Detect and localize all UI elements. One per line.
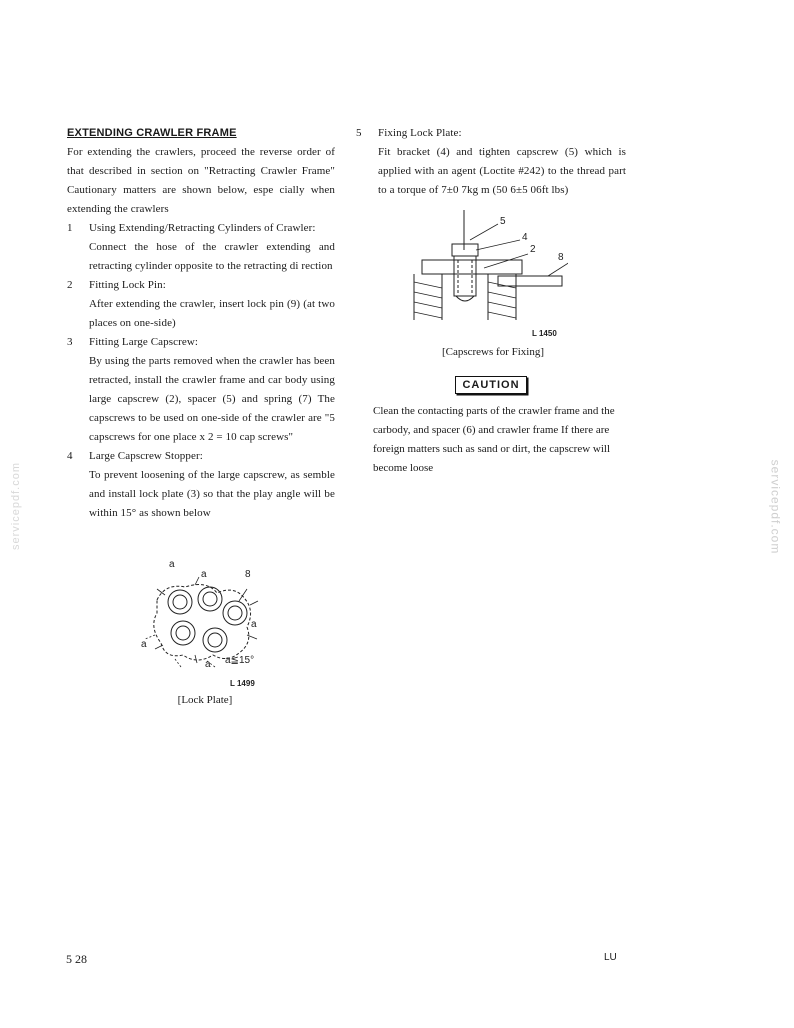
step-body: To prevent loosening of the large capscrew, as semble and install lock plate (3) so that the play angle will be within 15° as shown below [89, 469, 335, 519]
watermark-left: servicepdf.com [9, 462, 22, 550]
intro-paragraph: For extending the crawlers, proceed the reverse order of that described in section on "Retracting Crawler Frame" Cautionary matters are shown below, espe cially when extending the crawlers [67, 146, 335, 215]
label-a: a [205, 659, 211, 670]
step-title: Large Capscrew Stopper: [89, 450, 203, 462]
step-1 [67, 219, 335, 276]
step-number: 1 [67, 222, 73, 234]
step-body: By using the parts removed when the crawler has been retracted, install the crawler frame and car body using large capscrew (2), spacer (5) and spring (7) The capscrews to be used on one-side of the crawler are "5 capscrews for one place x 2 = 10 cap screws" [89, 355, 335, 443]
watermark-right: servicepdf.com [768, 459, 783, 555]
left-column [67, 124, 335, 523]
caution-badge: CAUTION [455, 376, 527, 394]
step-title: Fixing Lock Plate: [378, 127, 462, 139]
capscrews-figure [408, 210, 568, 340]
label-a: a [169, 559, 175, 570]
step-body: After extending the crawler, insert lock pin (9) (at two places on one-side) [89, 298, 335, 329]
figure-code: L 1450 [532, 329, 557, 338]
step-5 [356, 124, 626, 200]
step-body: Connect the hose of the crawler extending and retracting cylinder opposite to the retracting di rection [89, 241, 335, 272]
label-5: 5 [500, 216, 506, 227]
label-4: 4 [522, 232, 528, 243]
footer-code: LU [604, 952, 617, 963]
label-a: a [251, 619, 257, 630]
lock-plate-caption: [Lock Plate] [177, 694, 233, 706]
page-number: 5 28 [66, 952, 87, 966]
step-3 [67, 333, 335, 447]
step-number: 2 [67, 279, 73, 291]
step-title: Using Extending/Retracting Cylinders of Crawler: [89, 222, 316, 234]
step-2 [67, 276, 335, 333]
step-body: Fit bracket (4) and tighten capscrew (5) which is applied with an agent (Loctite #242) to the thread part to a torque of 7±0 7kg m (50 6±5 06ft lbs) [378, 146, 626, 196]
section-heading: EXTENDING CRAWLER FRAME [67, 127, 237, 139]
label-8: 8 [245, 569, 251, 580]
right-column [356, 124, 626, 200]
figure-code: L 1499 [230, 679, 255, 688]
lock-plate-drawing [135, 555, 285, 690]
label-angle: a≦15° [225, 655, 255, 666]
label-a: a [201, 569, 207, 580]
step-title: Fitting Lock Pin: [89, 279, 166, 291]
step-4 [67, 447, 335, 523]
label-2: 2 [530, 244, 536, 255]
capscrews-caption: [Capscrews for Fixing] [441, 346, 545, 358]
step-number: 3 [67, 336, 73, 348]
label-a: a [141, 639, 147, 650]
lock-plate-figure [135, 555, 285, 690]
step-number: 4 [67, 450, 73, 462]
label-8: 8 [558, 252, 564, 263]
step-number: 5 [356, 127, 362, 139]
step-title: Fitting Large Capscrew: [89, 336, 199, 348]
caution-text: Clean the contacting parts of the crawler frame and the carbody, and spacer (6) and crawler frame If there are foreign matters such as sand or dirt, the capscrew will become loose [373, 405, 615, 474]
capscrews-drawing [408, 210, 568, 340]
